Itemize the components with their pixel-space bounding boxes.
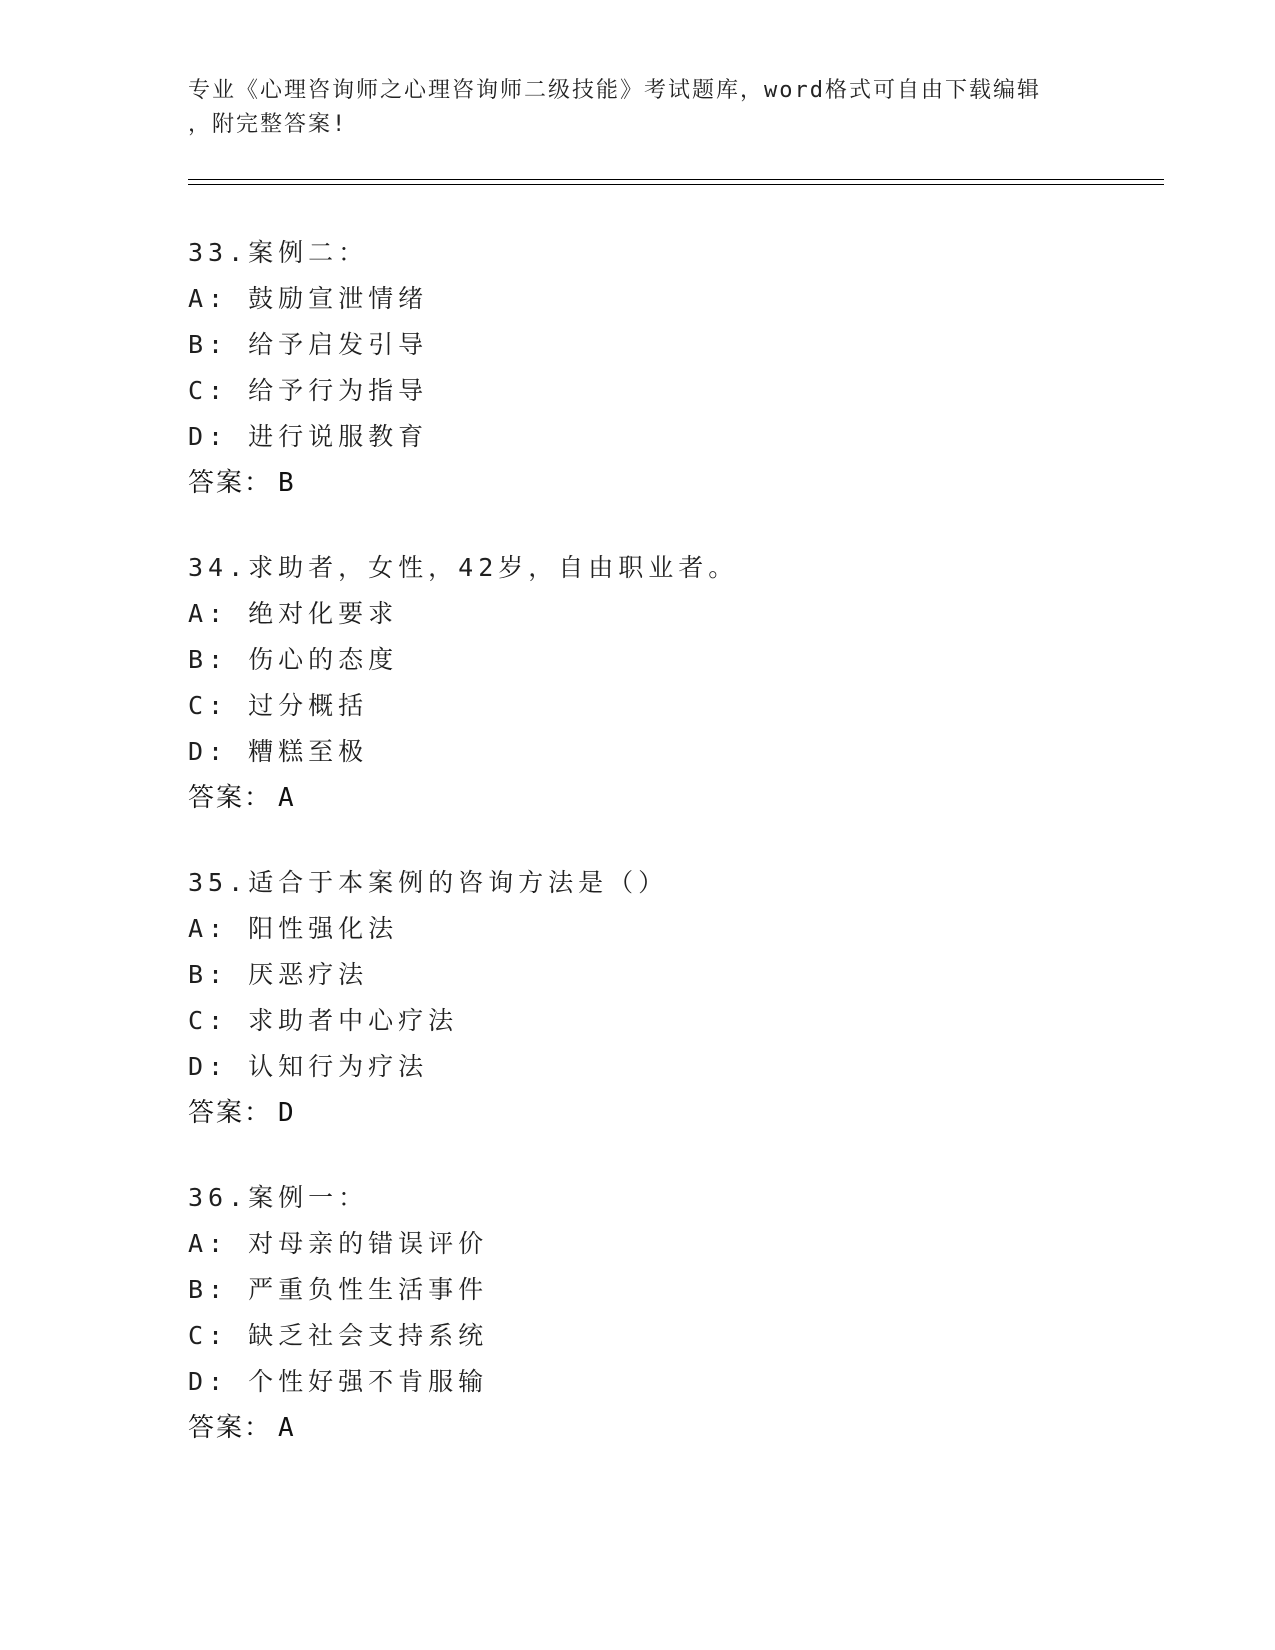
question-34 <box>188 545 1168 821</box>
option-b: B: 厌恶疗法 <box>188 960 369 989</box>
question-stem: 36.案例一： <box>188 1183 369 1212</box>
answer-label: 答案： <box>188 783 273 813</box>
header-divider-top <box>188 179 1164 180</box>
option-d: D: 认知行为疗法 <box>188 1052 429 1081</box>
option-a: A: 对母亲的错误评价 <box>188 1229 489 1258</box>
question-36 <box>188 1175 1168 1451</box>
answer-value: B <box>278 468 295 498</box>
option-c: C: 求助者中心疗法 <box>188 1006 459 1035</box>
answer-line <box>188 1405 1168 1451</box>
option-a: A: 阳性强化法 <box>188 914 399 943</box>
option-d: D: 糟糕至极 <box>188 737 369 766</box>
answer-label: 答案： <box>188 468 273 498</box>
question-35 <box>188 860 1168 1136</box>
question-stem: 35.适合于本案例的咨询方法是（） <box>188 868 669 897</box>
option-c: C: 给予行为指导 <box>188 376 429 405</box>
option-b: B: 严重负性生活事件 <box>188 1275 489 1304</box>
header-line-2: ，附完整答案! <box>188 112 348 137</box>
answer-line <box>188 775 1168 821</box>
option-a: A: 鼓励宣泄情绪 <box>188 284 429 313</box>
answer-value: A <box>278 783 295 813</box>
question-33 <box>188 230 1168 506</box>
answer-line <box>188 460 1168 506</box>
question-stem: 34.求助者，女性，42岁，自由职业者。 <box>188 553 739 582</box>
option-d: D: 进行说服教育 <box>188 422 429 451</box>
option-d: D: 个性好强不肯服输 <box>188 1367 489 1396</box>
option-a: A: 绝对化要求 <box>188 599 399 628</box>
header-divider-bottom <box>188 184 1164 185</box>
header-line-1: 专业《心理咨询师之心理咨询师二级技能》考试题库，word格式可自由下载编辑 <box>188 78 1041 103</box>
option-b: B: 伤心的态度 <box>188 645 399 674</box>
option-c: C: 过分概括 <box>188 691 369 720</box>
answer-label: 答案： <box>188 1413 273 1443</box>
option-c: C: 缺乏社会支持系统 <box>188 1321 489 1350</box>
answer-label: 答案： <box>188 1098 273 1128</box>
option-b: B: 给予启发引导 <box>188 330 429 359</box>
answer-value: D <box>278 1098 295 1128</box>
document-header <box>188 74 1088 142</box>
answer-line <box>188 1090 1168 1136</box>
answer-value: A <box>278 1413 295 1443</box>
question-stem: 33.案例二： <box>188 238 369 267</box>
